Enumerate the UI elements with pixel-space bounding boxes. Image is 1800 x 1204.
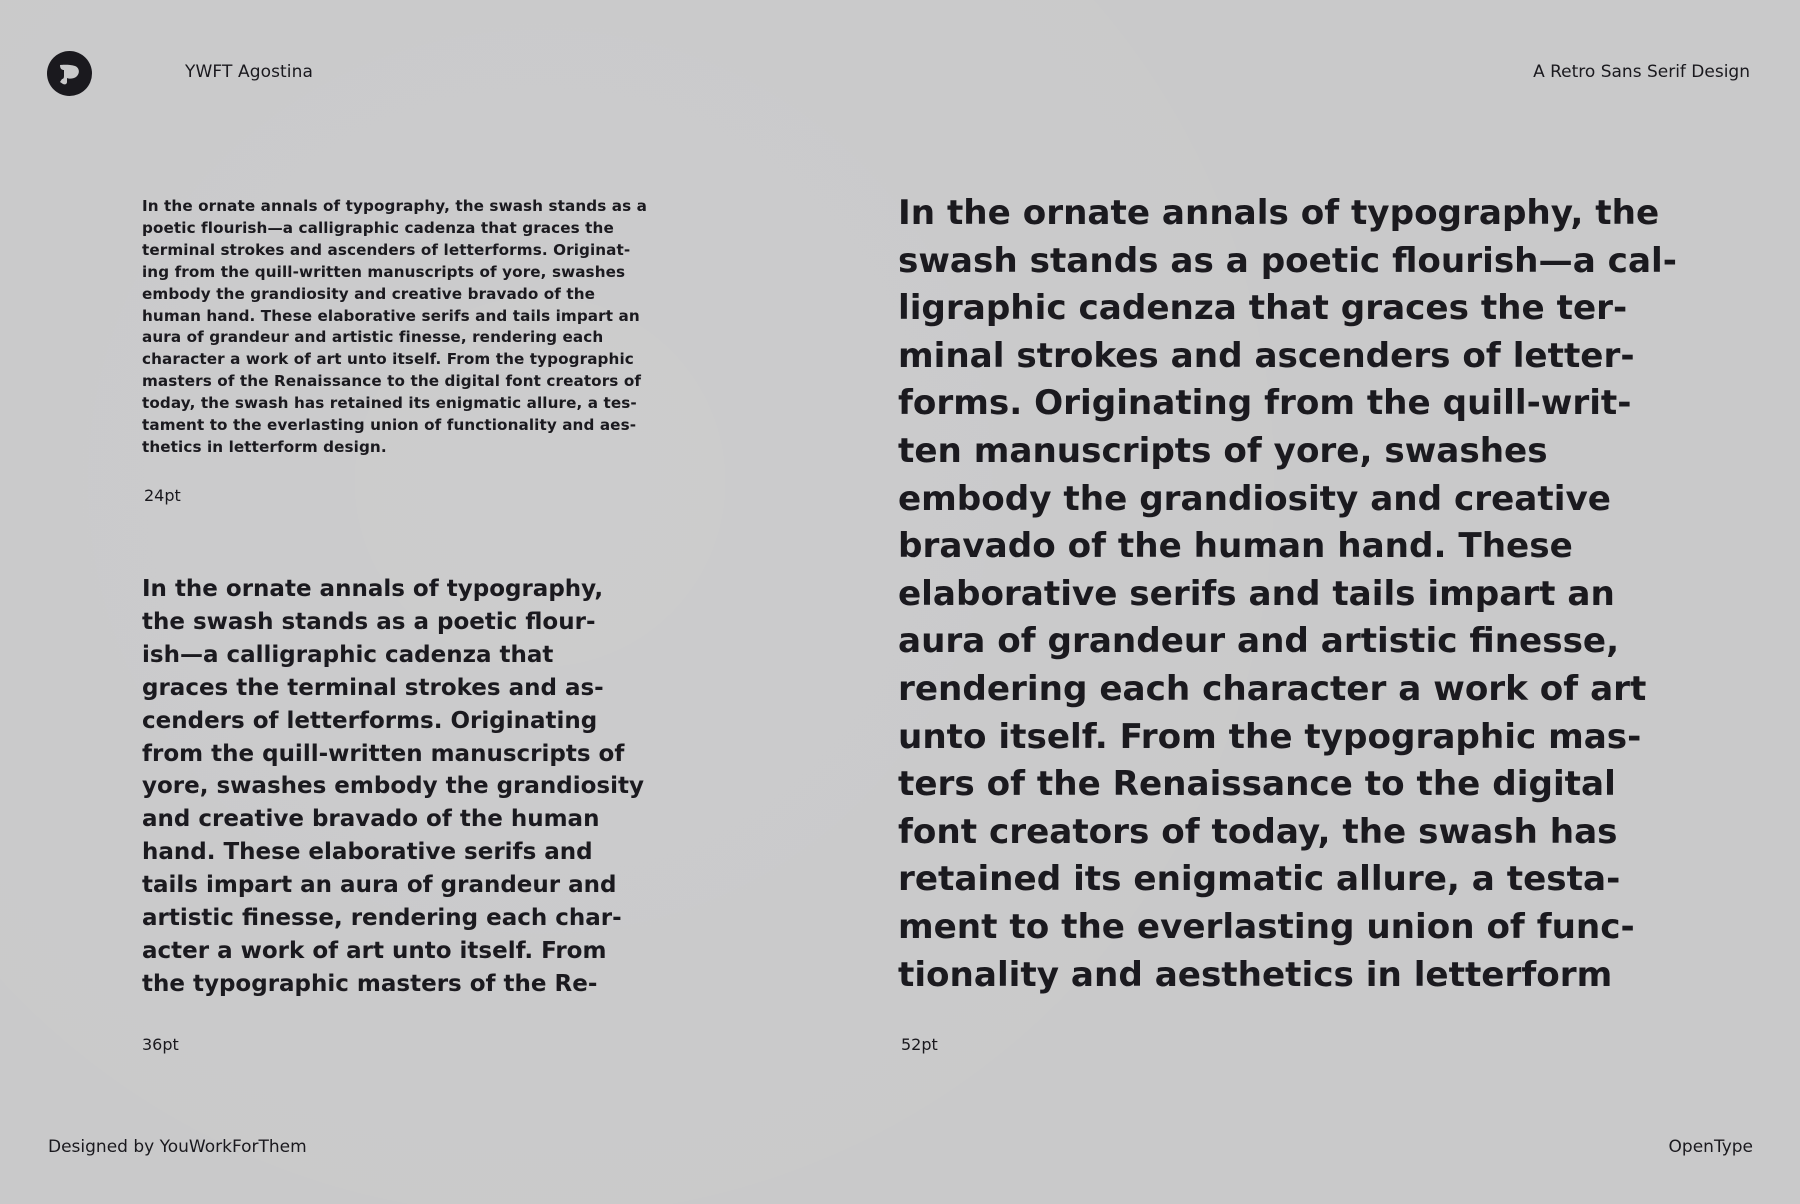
youworkforthem-logo-icon bbox=[47, 51, 92, 96]
specimen-text-52pt: In the ornate annals of typography, the swash stands as a poetic flourish—a cal- ligraphic cadenza that graces the ter- minal strokes and ascenders of letter- forms. Originating from the quill-writ- ten manuscripts of yore, swashes embody the grandiosity and creative bravado of the human hand. These elaborative serifs and tails impart an aura of grandeur and artistic finesse, rendering each character a work of art unto itself. From the typographic mas- ters of the Renaissance to the digital font creators of today, the swash has retained its enigmatic allure, a testa- ment to the everlasting union of func- tionality and aesthetics in letterform bbox=[898, 193, 1677, 995]
specimen-text-36pt: In the ornate annals of typography, the swash stands as a poetic flour- ish—a calligraphic cadenza that graces the terminal strokes and as- cenders of letterforms. Originating from the quill-written manuscripts of yore, swashes embody the grandiosity and creative bravado of the human hand. These elaborative serifs and tails impart an aura of grandeur and artistic finesse, rendering each char- acter a work of art unto itself. From the typographic masters of the Re- bbox=[142, 576, 644, 997]
size-label-24pt: 24pt bbox=[144, 486, 181, 505]
size-label-52pt: 52pt bbox=[901, 1035, 938, 1054]
designer-credit: Designed by YouWorkForThem bbox=[48, 1137, 307, 1157]
font-format: OpenType bbox=[1668, 1137, 1753, 1157]
tagline: A Retro Sans Serif Design bbox=[1533, 62, 1750, 82]
font-name: YWFT Agostina bbox=[185, 62, 314, 82]
specimen-text-24pt: In the ornate annals of typography, the swash stands as a poetic flourish—a calligraphic cadenza that graces the terminal strokes and ascenders of letterforms. Originat- ing from the quill-written manuscripts of yore, swashes embody the grandiosity and creative bravado of the human hand. These elaborative serifs and tails impart an aura of grandeur and artistic finesse, rendering each character a work of art unto itself. From the typographic masters of the Renaissance to the digital font creators of today, the swash has retained its enigmatic allure, a tes- tament to the everlasting union of functionality and aes- thetics in letterform design. bbox=[142, 197, 647, 456]
size-label-36pt: 36pt bbox=[142, 1035, 179, 1054]
